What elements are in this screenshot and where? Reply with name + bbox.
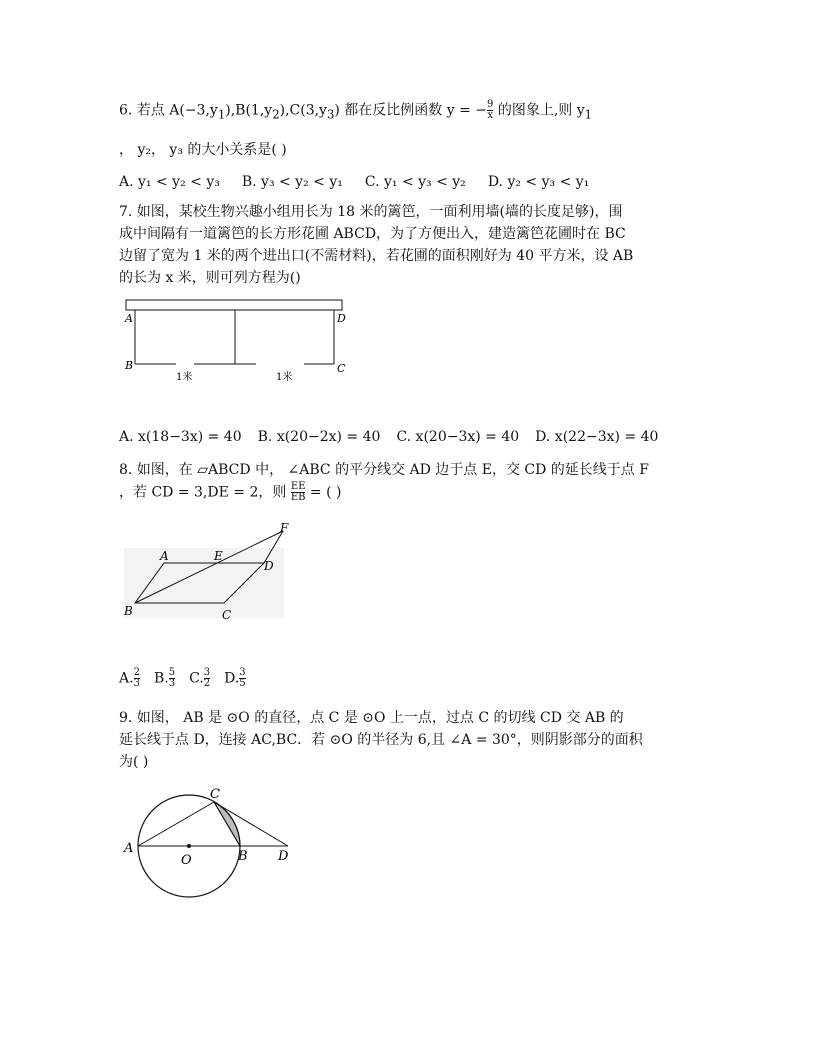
q8-option-d-den: 5 (239, 678, 246, 689)
q9-chord-ac (138, 802, 214, 846)
q9-tangent-cd (214, 802, 288, 846)
q9-center-dot (187, 844, 191, 848)
q8-options (119, 668, 246, 689)
q6-text-d: ) 都在反比例函数 y = − (334, 102, 488, 119)
q6-option-c[interactable]: C. y₁ < y₃ < y₂ (364, 174, 466, 190)
q6-sub-4: 1 (584, 107, 593, 122)
q8-option-c-frac (204, 668, 210, 689)
q8-option-c[interactable] (189, 668, 210, 689)
q6-options (119, 172, 611, 192)
q8-option-c-den: 2 (203, 678, 211, 689)
q6-text-a: 6. 若点 A(−3,y (119, 102, 218, 119)
q8-option-b-label: B. (153, 670, 169, 687)
q8-option-a[interactable] (119, 668, 140, 689)
q8-option-b[interactable] (154, 668, 175, 689)
q6-sub-3: 3 (326, 107, 335, 122)
q8-frac-den: EB (290, 492, 306, 503)
q8-label-c: C (222, 608, 232, 622)
q8-label-d: D (264, 559, 274, 573)
q8-option-b-num: 5 (168, 667, 176, 678)
q9-line3: 为( ) (119, 754, 149, 770)
q6-text-b: ),B(1,y (225, 102, 273, 119)
q6-sub-2: 2 (272, 107, 280, 122)
q6-option-b[interactable]: B. y₃ < y₂ < y₁ (241, 174, 343, 190)
q8-parallelogram-figure (118, 518, 298, 628)
q8-option-c-num: 3 (203, 667, 211, 678)
q6-line2: ， y₂， y₃ 的大小关系是( ) (119, 142, 287, 158)
q9-label-o: O (181, 853, 192, 868)
q6-text-c: ),C(3,y (279, 102, 327, 119)
q9-circle-figure (118, 780, 308, 905)
q9-line2: 延长线于点 D，连接 AC,BC．若 ⊙O 的半径为 6,且 ∠A = 30°，则阴影部分的面积 (119, 732, 643, 748)
q7-gap-label-2: 1米 (276, 372, 293, 383)
q6-frac-num: 9 (487, 99, 494, 110)
q8-label-f: F (280, 521, 289, 535)
q7-line1: 7. 如图，某校生物兴趣小组用长为 18 米的篱笆，一面利用墙(墙的长度足够)，围 (119, 204, 623, 220)
q8-label-a: A (160, 549, 169, 563)
q7-option-c[interactable]: C. x(20−3x) = 40 (396, 429, 520, 445)
q8-option-a-num: 2 (133, 667, 140, 678)
q7-label-a: A (125, 312, 133, 325)
q9-line1: 9. 如图， AB 是 ⊙O 的直径，点 C 是 ⊙O 上一点，过点 C 的切线 CD 交 AB 的 (119, 710, 624, 726)
q9-chord-bc (214, 802, 240, 846)
q8-line2 (119, 482, 341, 503)
q8-option-d-label: D. (224, 670, 240, 687)
q8-option-d[interactable] (224, 668, 246, 689)
q6-sub-1: 1 (217, 107, 226, 122)
q7-label-c: C (337, 362, 346, 375)
q7-gap-label-1: 1米 (176, 372, 193, 383)
q7-line4: 的长为 x 米，则可列方程为() (119, 270, 301, 286)
q9-label-b: B (238, 849, 248, 864)
q7-option-b[interactable]: B. x(20−2x) = 40 (257, 429, 381, 445)
q6-frac-den: x (487, 110, 494, 121)
q8-option-d-num: 3 (239, 667, 246, 678)
q9-label-a: A (124, 841, 134, 856)
q8-figure-bg (124, 548, 284, 618)
q7-label-d: D (337, 312, 346, 325)
q8-fraction (291, 482, 306, 503)
q7-wall (126, 300, 342, 310)
q8-frac-num: EE (290, 481, 306, 492)
q9-label-c: C (210, 787, 220, 802)
q8-option-a-frac (134, 668, 140, 689)
q7-option-a[interactable]: A. x(18−3x) = 40 (119, 429, 242, 445)
q8-option-d-frac (239, 668, 245, 689)
q9-label-d: D (278, 849, 289, 864)
q6-text-e: 的图象上,则 y (493, 102, 585, 119)
q8-option-b-frac (169, 668, 175, 689)
q7-option-d[interactable]: D. x(22−3x) = 40 (535, 429, 659, 445)
q6-option-a[interactable]: A. y₁ < y₂ < y₃ (119, 174, 220, 190)
q7-line2: 成中间隔有一道篱笆的长方形花圃 ABCD，为了方便出入，建造篱笆花圃时在 BC (119, 226, 626, 242)
q8-line1: 8. 如图，在 ▱ABCD 中， ∠ABC 的平分线交 AD 边于点 E，交 CD 的延长线于点 F (119, 462, 649, 478)
q8-label-e: E (214, 549, 223, 563)
q6-option-d[interactable]: D. y₂ < y₃ < y₁ (487, 174, 590, 190)
q7-options (119, 427, 658, 447)
q7-label-b: B (125, 359, 134, 372)
q8-option-b-den: 3 (168, 678, 176, 689)
q8-option-a-den: 3 (133, 678, 140, 689)
q7-line3: 边留了宽为 1 米的两个进出口(不需材料)，若花圃的面积刚好为 40 平方米，设 AB (119, 248, 634, 264)
q8-text-b: = ( ) (305, 484, 342, 501)
q8-text-a: ，若 CD = 3,DE = 2，则 (119, 484, 291, 501)
q7-garden-figure (118, 295, 358, 385)
q8-option-c-label: C. (189, 670, 204, 687)
q8-option-a-label: A. (119, 670, 134, 687)
q6-line1 (119, 100, 592, 124)
q8-label-b: B (124, 604, 133, 618)
